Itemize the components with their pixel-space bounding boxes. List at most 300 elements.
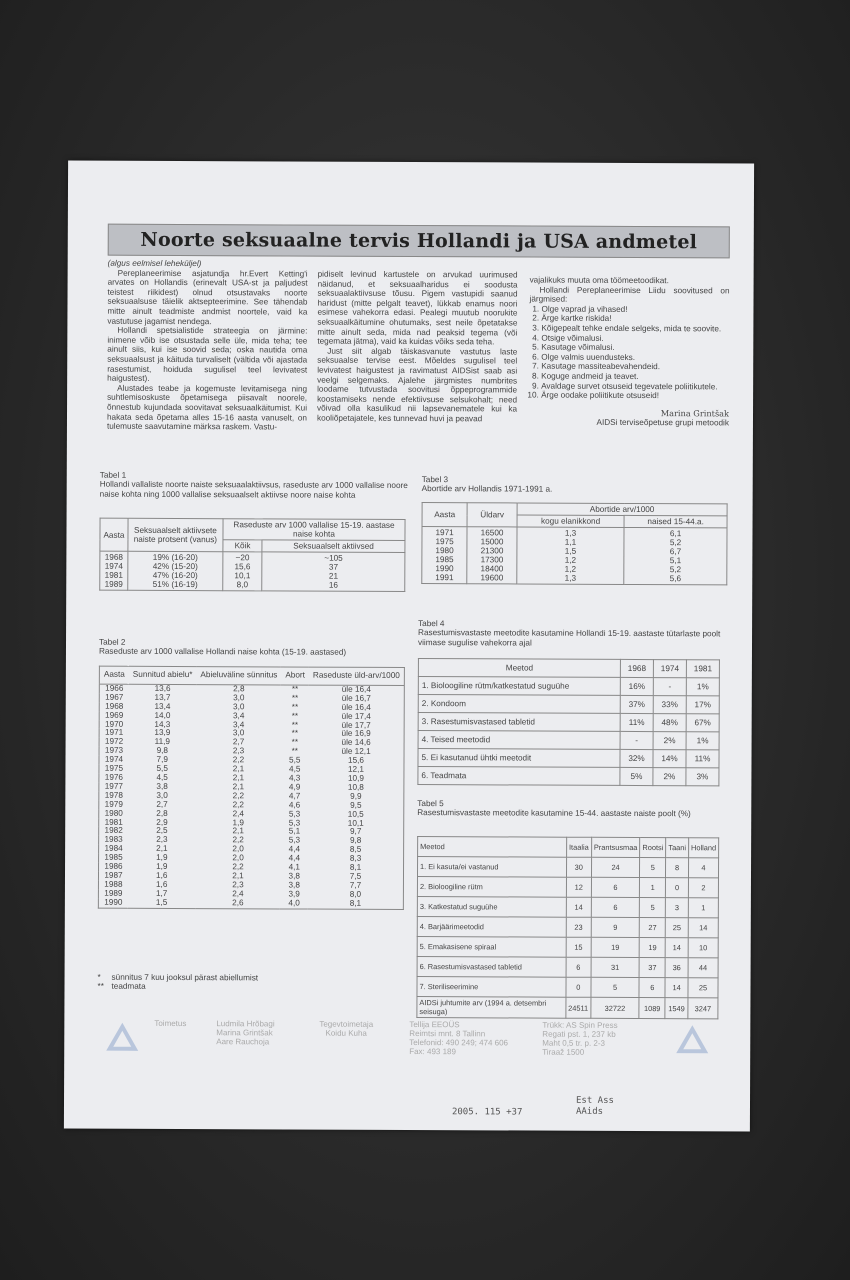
article-column-3: [529, 276, 730, 429]
table-2: [98, 666, 405, 910]
data-cell: 13,9: [154, 728, 171, 738]
data-cell: 2,1: [232, 764, 245, 774]
data-cell: 1,7: [155, 888, 168, 898]
data-cell: 6. Rasestumisvastased tabletid: [417, 957, 566, 978]
header-cell: naised 15-44.a.: [624, 515, 727, 527]
footer-printer: Trükk: AS Spin Press Regati pst. 1, 237 kb Maht 0,5 tr. p. 2-3 Tiraaž 1500: [542, 1020, 618, 1057]
data-cell: 2,0: [232, 844, 244, 854]
header-cell: Raseduste üld-arv/1000: [309, 667, 405, 685]
data-cell: 1980: [104, 808, 123, 818]
table-label: Tabel 2: [98, 637, 126, 647]
footer-managing-editor: Tegevtoimetaja Koidu Kuha: [319, 1019, 374, 1038]
data-cell: 2,8: [233, 684, 245, 694]
list-item: 3. Kõigepealt tehke endale selgeks, mida te soovite.: [541, 324, 729, 334]
table-row: [418, 677, 719, 696]
data-cell: 3. Katkestatud suguühe: [417, 897, 566, 918]
data-cell: 1973: [104, 745, 124, 756]
list-item: 1. Olge vaprad ja vihased!: [541, 304, 729, 314]
data-cell: 3,0: [156, 790, 168, 800]
data-cell: 14,3: [154, 719, 171, 729]
data-cell: 1966: [105, 683, 124, 693]
header-cell: Abortide arv/1000: [517, 503, 727, 516]
data-cell: 7,7: [349, 880, 362, 890]
data-cell: 2%: [653, 768, 686, 786]
list-item: 7. Kasutage massiteabevahendeid.: [541, 362, 729, 372]
header-cell: Itaalia: [566, 837, 591, 857]
data-cell: 2,2: [232, 799, 245, 809]
list-item: 10. Ärge oodake poliitikute otsuseid!: [541, 391, 729, 401]
data-cell: 5: [640, 858, 666, 878]
data-cell: üle 16,4: [341, 702, 371, 712]
data-cell: 3,0: [233, 701, 245, 712]
data-cell: 1985: [104, 852, 123, 862]
data-cell: 4,3: [288, 773, 301, 783]
data-cell: 4,9: [288, 782, 301, 792]
data-cell: 3,4: [232, 710, 245, 720]
data-cell: 2. Bioloogiline rütm: [417, 877, 566, 898]
data-cell: 3,8: [288, 880, 300, 890]
table-row: [417, 857, 718, 878]
table-row: [418, 731, 719, 750]
header-cell: Sunnitud abielu*: [129, 666, 197, 684]
data-cell: 5. Ei kasutanud ühtki meetodit: [418, 749, 620, 768]
data-cell: 24: [591, 857, 640, 877]
header-cell: Aasta: [99, 666, 129, 684]
data-cell: 8,1: [349, 862, 362, 872]
data-cell: ~105 37 21 16: [262, 552, 405, 592]
data-cell: 25: [665, 918, 688, 938]
data-cell: 1%: [686, 732, 719, 750]
data-cell: 1,9: [156, 861, 168, 871]
data-cell: 2,0: [232, 853, 244, 863]
footer-publisher: Tellija EEOÜS Reimtsi mnt. 8 Tallinn Telefonid: 490 249; 474 606 Fax: 493 189: [409, 1020, 509, 1057]
data-cell: 1549: [665, 998, 688, 1019]
data-cell: 1971: [104, 728, 124, 738]
data-cell: 2,2: [232, 835, 244, 845]
data-cell: 12: [566, 877, 591, 897]
table-4-caption: [418, 619, 728, 649]
data-cell: 12,1: [347, 764, 364, 774]
header-cell: Holland: [689, 838, 719, 858]
header-cell: Seksuaalselt aktiivsete naiste protsent (vanus): [128, 518, 223, 551]
table-caption: Rasestumisvastaste meetodite kasutamine 15-44. aastaste naiste poolt (%): [417, 808, 691, 819]
data-cell: 10,5: [347, 809, 364, 819]
data-cell: 2,2: [232, 791, 245, 801]
article-column-1: [107, 259, 308, 433]
list-item: 8. Koguge andmeid ja teavet.: [541, 372, 729, 382]
table-row: [98, 898, 403, 909]
table-label: Tabel 4: [418, 619, 445, 629]
data-cell: 4,4: [288, 853, 301, 863]
data-cell: 1970: [104, 719, 124, 729]
table-5-caption: [417, 799, 727, 819]
data-cell: 1,6: [155, 879, 168, 889]
list-item: 4. Otsige võimalusi.: [541, 333, 729, 343]
data-cell: 4,4: [288, 844, 301, 854]
table-label: Tabel 3: [421, 475, 449, 485]
data-cell: 48%: [653, 714, 686, 732]
author-title: AIDSi terviseõpetuse grupi metoodik: [596, 418, 729, 428]
data-cell: 14%: [653, 750, 686, 768]
data-cell: 10,8: [347, 782, 364, 792]
data-cell: 3,0: [233, 693, 245, 703]
data-cell: 5,5: [289, 755, 301, 765]
data-cell: **: [291, 684, 299, 694]
paragraph: Hollandi Pereplaneerimise Liidu soovitused on järgmised:: [529, 285, 730, 304]
table-1: [99, 518, 405, 592]
data-cell: 1969: [105, 710, 124, 720]
data-cell: 33%: [653, 696, 686, 714]
paragraph: Pereplaneerimise asjatundja hr.Evert Ketting'i arvates on Hollandis (erinevalt USA-st ja paljudest teistest riikidest) olnud otsustavaks noorte seksuaalsuse täielik aktsepteerimine. See tähendab mitte ainult teadmiste andmist noortele, vaid ka vastutuse jagamist nendega.: [107, 268, 308, 326]
table-3: [421, 502, 727, 585]
header-cell: Aasta: [422, 503, 467, 527]
data-cell: 2,9: [156, 817, 168, 827]
footer-editors: Ludmila Hrõbagi Marina Grintšak Aare Rauchoja: [216, 1019, 275, 1047]
data-cell: üle 16,4: [341, 684, 371, 694]
data-cell: 1984: [104, 843, 123, 853]
data-cell: 2,7: [156, 799, 168, 809]
data-cell: 5%: [620, 767, 653, 785]
data-cell: AIDSi juhtumite arv (1994 a. detsembri seisuga): [417, 997, 566, 1019]
data-cell: 5,3: [288, 809, 301, 819]
paragraph: Just siit algab täiskasvanute vastutus laste seksuaalse tervise eest. Mõeldes sugulisel teel levivatest haigustest ja ravimatust AIDSist saab asi veelgi selgemaks. Ajalehe järgmistes numbrites loodame tutvustada soovitusi õppeprogrammide koostamiseks nende efektiivsuse selsukohalt; need võivad olla kasulikud nii lapsevanematele kui ka kooliõpetajatele, kes tunnevad huvi ja peavad: [316, 346, 518, 424]
data-cell: -: [620, 731, 653, 749]
data-cell: 11%: [620, 713, 653, 731]
data-cell: 17%: [686, 696, 719, 714]
data-cell: 1983: [104, 834, 123, 845]
table-row: [417, 937, 718, 958]
data-cell: 9,5: [350, 800, 362, 810]
data-cell: **: [291, 711, 299, 721]
header-cell: kogu elanikkond: [517, 515, 624, 527]
data-cell: 2,5: [156, 826, 168, 836]
data-cell: 6,1 5,2 6,7 5,1 5,2 5,6: [624, 527, 727, 584]
data-cell: 2,1: [232, 782, 245, 792]
data-cell: **: [291, 746, 298, 756]
data-cell: **: [291, 720, 299, 730]
table-row: [418, 695, 719, 714]
data-cell: 2: [688, 878, 718, 898]
data-cell: 1: [688, 898, 718, 918]
handwritten-archive-note: Est Ass AAids: [575, 1095, 614, 1117]
data-cell: 30: [566, 857, 591, 877]
handwritten-archive-number: 2005. 115 +37: [451, 1107, 523, 1118]
data-cell: 3,8: [288, 871, 300, 881]
data-cell: 2,1: [232, 826, 244, 836]
data-cell: 11,9: [154, 737, 171, 747]
data-cell: 9,7: [349, 827, 362, 837]
header-cell: Raseduste arv 1000 vallalise 15-19. aastase naise kohta: [223, 519, 405, 541]
data-cell: 3. Rasestumisvastased tabletid: [418, 713, 620, 732]
data-cell: 3%: [686, 768, 719, 786]
data-cell: 10,1: [347, 818, 364, 828]
data-cell: 1975: [104, 763, 124, 773]
data-cell: 1968 1974 1981 1989: [100, 551, 128, 590]
data-cell: 9,8: [156, 746, 168, 756]
header-cell: Kõik: [223, 540, 262, 552]
data-cell: 67%: [686, 714, 719, 732]
continuation-note: (algus eelmisel leheküljel): [107, 258, 202, 269]
data-cell: 1989: [104, 888, 123, 898]
data-cell: -: [653, 678, 686, 696]
data-cell: üle 12,1: [341, 746, 371, 757]
data-cell: 2,4: [232, 888, 244, 899]
data-cell: 1968: [105, 701, 124, 711]
data-cell: 13,4: [154, 701, 171, 711]
data-cell: 2,1: [156, 844, 168, 854]
data-cell: 4,1: [288, 862, 301, 872]
data-cell: 4,0: [288, 898, 300, 908]
header-cell: Meetod: [418, 659, 620, 678]
data-cell: 23: [566, 917, 591, 937]
data-cell: 14: [665, 978, 688, 998]
data-cell: 2,6: [232, 897, 244, 907]
header-cell: 1968: [620, 659, 653, 677]
data-cell: 16500 15000 21300 17300 18400 19600: [467, 527, 517, 584]
headline: Noorte seksuaalne tervis Hollandi ja USA andmetel: [140, 228, 698, 254]
header-cell: Seksuaalselt aktiivsed: [262, 540, 405, 553]
data-cell: 16%: [620, 677, 653, 695]
data-cell: 5: [640, 898, 666, 918]
data-cell: 3,8: [156, 781, 168, 791]
table-row: [417, 957, 718, 978]
data-cell: 1990: [104, 897, 123, 907]
data-cell: 0: [666, 878, 689, 898]
table-row: [417, 877, 718, 898]
article-column-2: [317, 270, 518, 424]
data-cell: 2,1: [232, 871, 244, 881]
data-cell: 1982: [104, 826, 123, 836]
data-cell: 15,6: [348, 755, 365, 765]
table-row: [417, 917, 718, 938]
data-cell: 1,6: [156, 870, 168, 880]
data-cell: 4: [688, 858, 718, 878]
data-cell: 6: [639, 978, 665, 998]
data-cell: 37: [639, 958, 665, 978]
data-cell: 19% (16-20) 42% (15-20) 47% (16-20) 51% (16-19): [128, 551, 223, 590]
data-cell: 3,4: [232, 719, 245, 729]
header-cell: Üldarv: [467, 503, 517, 527]
list-item: 9. Avaldage survet otsuseid tegevatele poliitikutele.: [541, 381, 729, 391]
data-cell: 10,9: [347, 773, 364, 783]
data-cell: 1978: [104, 790, 123, 800]
data-cell: 1089: [639, 998, 665, 1019]
data-cell: 2,8: [156, 808, 168, 818]
data-cell: 4,6: [288, 800, 301, 810]
data-cell: 2,3: [232, 880, 244, 890]
data-cell: 0: [566, 977, 591, 997]
data-cell: 5,3: [288, 835, 301, 845]
data-cell: 13,6: [154, 683, 171, 693]
data-cell: 4. Barjäärimeetodid: [417, 917, 566, 938]
data-cell: 19: [639, 938, 665, 958]
data-cell: 2. Kondoom: [418, 695, 620, 714]
data-cell: üle 16,7: [341, 693, 371, 703]
table-2-caption: [99, 638, 409, 658]
data-cell: 5: [591, 977, 640, 997]
data-cell: 3,0: [232, 728, 245, 738]
data-cell: 31: [591, 957, 640, 977]
data-cell: **: [291, 702, 299, 712]
data-cell: 9,8: [349, 836, 362, 846]
data-cell: 2%: [653, 732, 686, 750]
data-cell: 1967: [105, 692, 124, 702]
table-label: Tabel 1: [99, 470, 127, 480]
data-cell: 4,5: [289, 764, 301, 774]
table-1-caption: [100, 471, 410, 501]
header-cell: Prantsusmaa: [591, 837, 640, 857]
header-cell: Meetod: [418, 837, 567, 858]
data-cell: 32%: [620, 749, 653, 767]
data-cell: 6: [566, 957, 591, 977]
data-cell: 2,7: [232, 737, 245, 747]
data-cell: 2,3: [232, 746, 245, 756]
table-row: [417, 897, 718, 918]
data-cell: 8,3: [349, 853, 362, 863]
paragraph: Hollandi spetsialistide strateegia on järmine: inimene võib ise otsustada selle üle, mida teha; tee ainult siis, kui ise soovid seda; oska nautida oma seksuaalsust ja käituda turvaliselt (vältida või ajastada rasestumist, hoiduda sugulisel teel levivatest haigustest).: [107, 325, 308, 383]
data-cell: 6: [591, 897, 640, 917]
data-cell: 3,9: [288, 889, 300, 899]
data-cell: 7,5: [349, 871, 362, 881]
data-cell: 1: [640, 878, 666, 898]
data-cell: 1981: [104, 817, 123, 827]
header-cell: 1974: [653, 660, 686, 678]
data-cell: 2,3: [156, 835, 168, 845]
paragraph: pidiselt levinud kartustele on arvukad uurimused näidanud, et seksuaalharidus ei soodusta seksuaalaktiivsuse tõusu. Pigem vastupidi saanud haridust (mitte pelgalt teavet), lükkab enamus noori esimese vahekorra edasi. Pealegi muutub noorukite seksuaalkäitumine ohutumaks, sest neile õpetatakse mitte ainult seda, mida nad peaksid tegema (või tegemata jätma), vaid ka kuidas võiks seda teha.: [317, 269, 518, 347]
data-cell: 4,7: [288, 791, 301, 801]
data-cell: 8: [666, 858, 689, 878]
footnote-mark: **: [97, 982, 104, 992]
paragraph: vajalikuks muuta oma töömeetoodikat.: [529, 275, 669, 286]
data-cell: 5,5: [156, 763, 168, 774]
data-cell: 14: [688, 918, 718, 938]
data-cell: 37%: [620, 695, 653, 713]
data-cell: üle 14,6: [341, 738, 371, 748]
data-cell: 32722: [591, 997, 640, 1018]
association-logo-right-icon: [674, 1023, 710, 1055]
data-cell: **: [291, 728, 299, 738]
table-caption: Hollandi vallaliste noorte naiste seksuaalaktiivsus, raseduste arv 1000 vallalise noore naise kohta ning 1000 vallalise seksuaalselt aktiivse noore naise kohta: [99, 480, 408, 500]
data-cell: 13,7: [154, 692, 171, 702]
data-cell: 25: [688, 978, 718, 998]
data-cell: 6: [591, 877, 640, 897]
data-cell: 7,9: [156, 755, 168, 765]
data-cell: 8,5: [349, 844, 362, 855]
data-cell: 9: [591, 917, 640, 937]
data-cell: 7. Steriliseerimine: [417, 977, 566, 998]
masthead-footer: [104, 1016, 724, 1079]
data-cell: 27: [640, 918, 666, 938]
data-cell: **: [291, 693, 299, 703]
data-cell: 11%: [686, 750, 719, 768]
data-cell: ~20 15,6 10,1 8,0: [223, 552, 263, 591]
data-cell: 6. Teadmata: [418, 767, 620, 786]
footnote: teadmata: [111, 982, 146, 992]
data-cell: 14: [566, 897, 591, 917]
table-caption: Abortide arv Hollandis 1971-1991 a.: [421, 484, 553, 495]
table-row: [417, 997, 718, 1019]
data-cell: 1987: [104, 870, 123, 880]
data-cell: 1%: [686, 678, 719, 696]
data-cell: 2,2: [232, 862, 244, 872]
list-item: 6. Olge valmis uuendusteks.: [541, 352, 729, 362]
data-cell: 10: [688, 938, 718, 958]
data-cell: 3247: [688, 998, 718, 1019]
data-cell: 4. Teised meetodid: [418, 731, 620, 750]
data-cell: 1979: [104, 799, 123, 809]
header-cell: Aasta: [100, 518, 128, 551]
data-cell: **: [291, 737, 299, 747]
data-cell: 1977: [104, 781, 123, 791]
data-cell: 5,3: [288, 817, 301, 828]
table-2-footnotes: [97, 973, 397, 993]
data-cell: 5,1: [288, 826, 301, 836]
header-cell: 1981: [686, 660, 719, 678]
data-cell: 1986: [104, 861, 123, 871]
header-cell: Rootsi: [640, 838, 666, 858]
table-caption: Raseduste arv 1000 vallalise Hollandi naise kohta (15-19. aastased): [98, 647, 347, 658]
newspaper-page: [64, 161, 754, 1132]
header-cell: Abieluväline sünnitus: [196, 667, 281, 685]
association-logo-left-icon: [104, 1021, 140, 1053]
data-cell: 8,0: [349, 889, 362, 899]
list-item: 2. Ärge kartke riskida!: [541, 314, 729, 324]
table-row: [418, 767, 719, 786]
data-cell: 8,1: [349, 898, 362, 908]
data-cell: 3: [666, 898, 689, 918]
table-label: Tabel 5: [417, 799, 444, 809]
data-cell: 4,5: [156, 772, 168, 782]
data-cell: 2,2: [232, 755, 245, 765]
recommendations-list: [529, 304, 729, 401]
data-cell: 44: [688, 958, 718, 978]
data-cell: 1976: [104, 772, 124, 782]
data-cell: 36: [665, 958, 688, 978]
data-cell: 2,1: [232, 773, 245, 783]
footer-editorial-label: Toimetus: [154, 1018, 187, 1029]
footnote: sünnitus 7 kuu jooksul pärast abiellumist: [111, 972, 259, 983]
table-4: [417, 658, 720, 786]
data-cell: 1972: [104, 737, 124, 747]
list-item: 5. Kasutage võimalusi.: [541, 343, 729, 353]
data-cell: 1,9: [232, 817, 244, 827]
data-cell: 1974: [104, 754, 124, 764]
header-cell: Abort: [281, 667, 309, 685]
data-cell: üle 17,4: [341, 711, 371, 721]
footnote-mark: *: [97, 972, 101, 982]
data-cell: 2,4: [232, 808, 244, 818]
data-cell: 19: [591, 937, 640, 957]
data-cell: 14,0: [154, 710, 171, 720]
data-cell: 1. Bioloogiline rütm/katkestatud suguühe: [418, 677, 620, 696]
data-cell: 5. Emakasisene spiraal: [417, 937, 566, 958]
data-cell: 9,9: [350, 791, 362, 801]
table-5: [416, 836, 719, 1019]
table-row: [417, 977, 718, 998]
table-caption: Rasestumisvastaste meetodite kasutamine Hollandi 15-19. aastaste tütarlaste poolt viimase sugulise vahekorra ajal: [417, 628, 721, 648]
data-cell: 1,5: [155, 897, 168, 907]
data-cell: 14: [665, 938, 688, 958]
data-cell: üle 16,9: [341, 729, 371, 739]
header-cell: Taani: [666, 838, 689, 858]
data-cell: 1,3 1,1 1,5 1,2 1,2 1,3: [517, 527, 624, 584]
data-cell: 1,9: [156, 853, 168, 863]
paragraph: Alustades teabe ja kogemuste levitamisega ning suhtlemisoskuste õpetamisega piisavalt noorele, õnnestub kujundada soovitavat seksuaalkäitumist. Kui hakata seda õpetama alles 15-16 aasta vanuselt, on tulemuste saavutamine märksa raskem. Vastu-: [106, 383, 308, 432]
data-cell: 24511: [566, 997, 591, 1018]
table-3-caption: [422, 475, 722, 495]
data-cell: 15: [566, 937, 591, 957]
table-row: [418, 749, 719, 768]
